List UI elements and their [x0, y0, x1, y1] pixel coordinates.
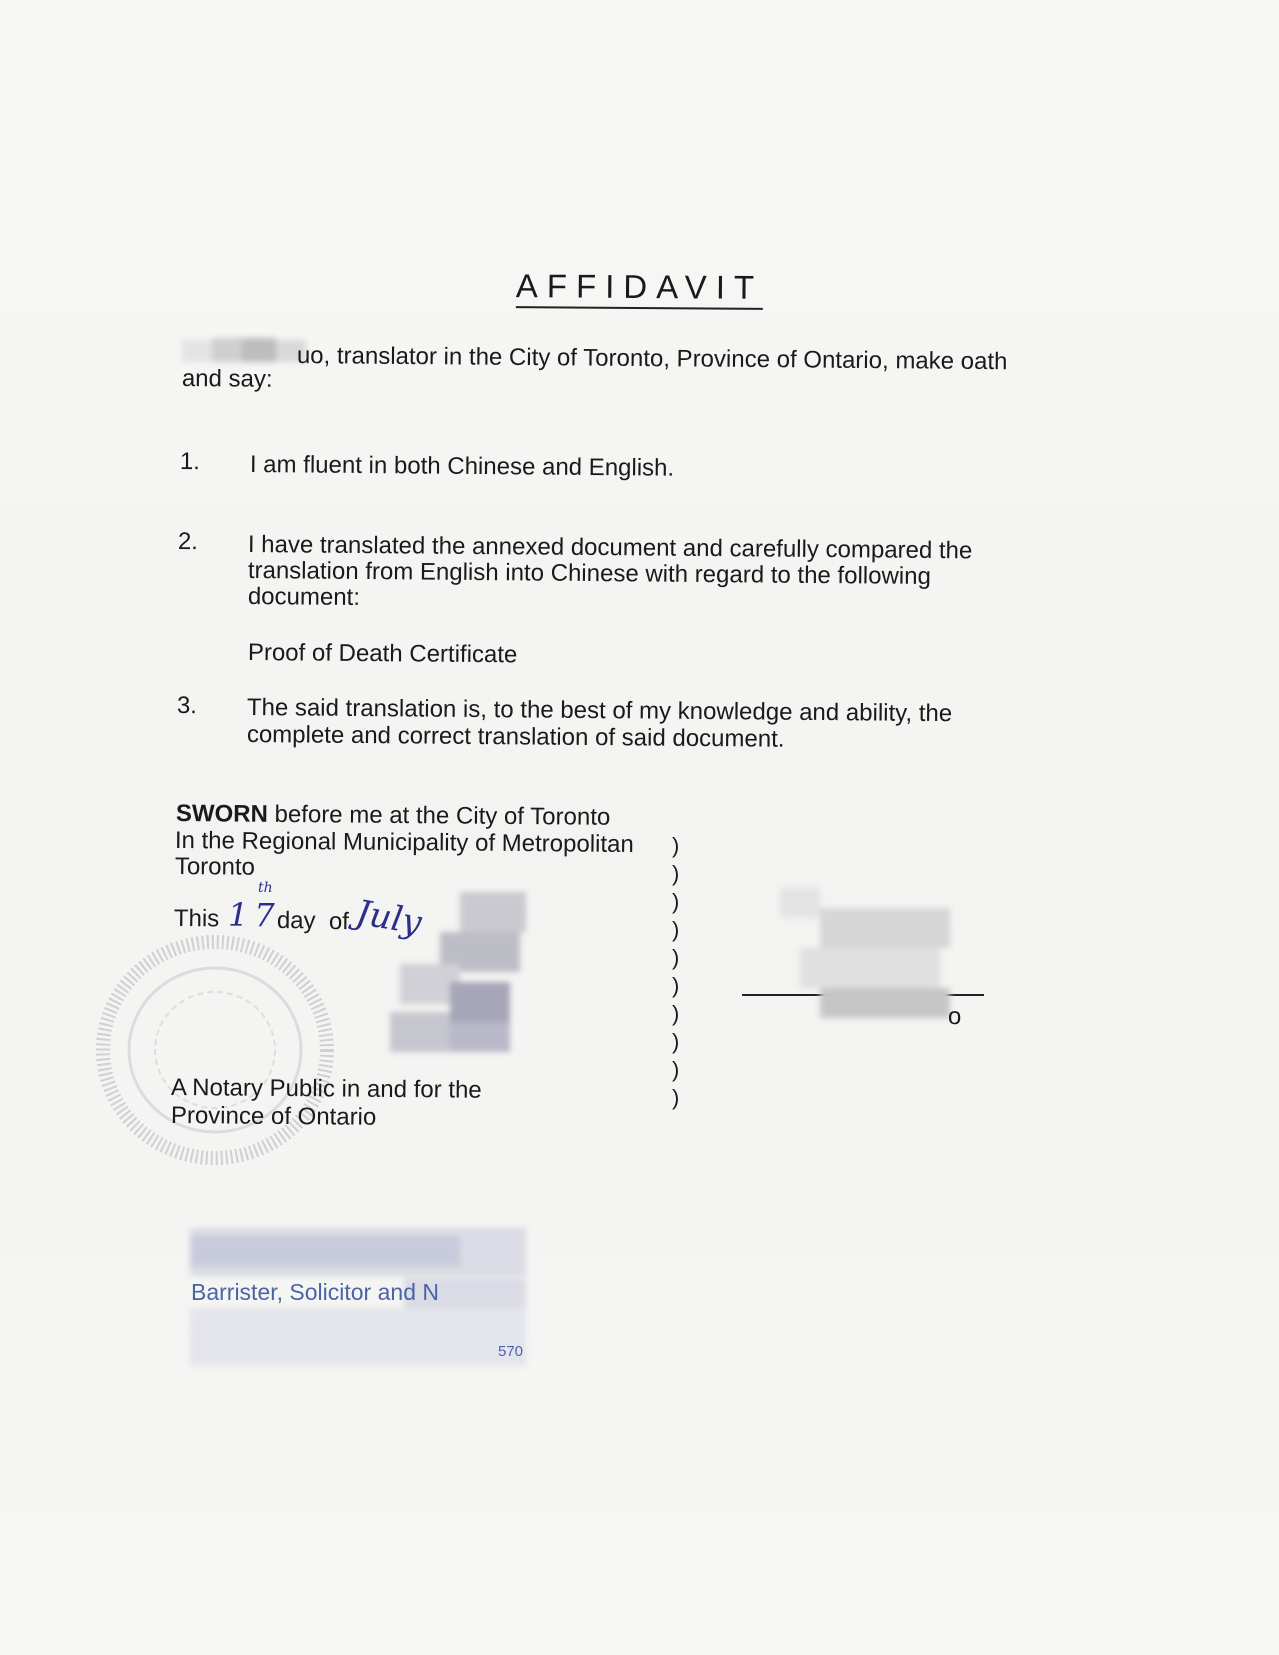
intro-line-2: and say: — [181, 365, 273, 393]
day-label: day — [276, 907, 316, 935]
parenthesis-column: ) ) ) ) ) ) ) ) ) ) — [672, 833, 680, 1110]
item-3-line-1: The said translation is, to the best of my knowledge and ability, the — [246, 694, 953, 728]
notary-line-1: A Notary Public in and for the — [170, 1074, 482, 1104]
document-title: AFFIDAVIT — [0, 264, 1279, 311]
item-2-line-1: I have translated the annexed document and carefully compared the — [247, 531, 973, 565]
item-1-line-1: I am fluent in both Chinese and English. — [249, 451, 675, 482]
item-number-2: 2. — [177, 528, 199, 556]
redacted-notary-signature — [380, 892, 530, 1062]
redacted-deponent-signature — [780, 888, 950, 1028]
this-label: This — [173, 905, 220, 933]
stamp-line-3-suffix: 570 — [498, 1343, 524, 1360]
sworn-line-1-rest: before me at the City of Toronto — [267, 800, 611, 831]
day-suffix-handwritten: th — [258, 880, 273, 896]
document-name: Proof of Death Certificate — [247, 639, 518, 669]
stamp-line-2: Barrister, Solicitor and N — [191, 1279, 439, 1305]
sworn-bold: SWORN — [175, 800, 268, 828]
month-handwritten: July — [353, 892, 425, 944]
signature-suffix: o — [947, 1003, 962, 1031]
of-label: of — [328, 908, 350, 936]
item-number-1: 1. — [179, 448, 201, 476]
item-2-line-3: document: — [247, 583, 361, 611]
intro-line-1: uo, translator in the City of Toronto, Province of Ontario, make oath — [296, 342, 1008, 376]
sworn-line-2: In the Regional Municipality of Metropolitan — [174, 827, 634, 859]
item-number-3: 3. — [176, 692, 198, 720]
day-handwritten: 17 — [228, 896, 281, 934]
notary-line-2: Province of Ontario — [170, 1102, 377, 1131]
sworn-line-3: Toronto — [174, 853, 256, 881]
item-3-line-2: complete and correct translation of said document. — [246, 721, 785, 753]
redacted-name — [182, 336, 306, 364]
item-2-line-2: translation from English into Chinese with regard to the following — [247, 557, 932, 590]
